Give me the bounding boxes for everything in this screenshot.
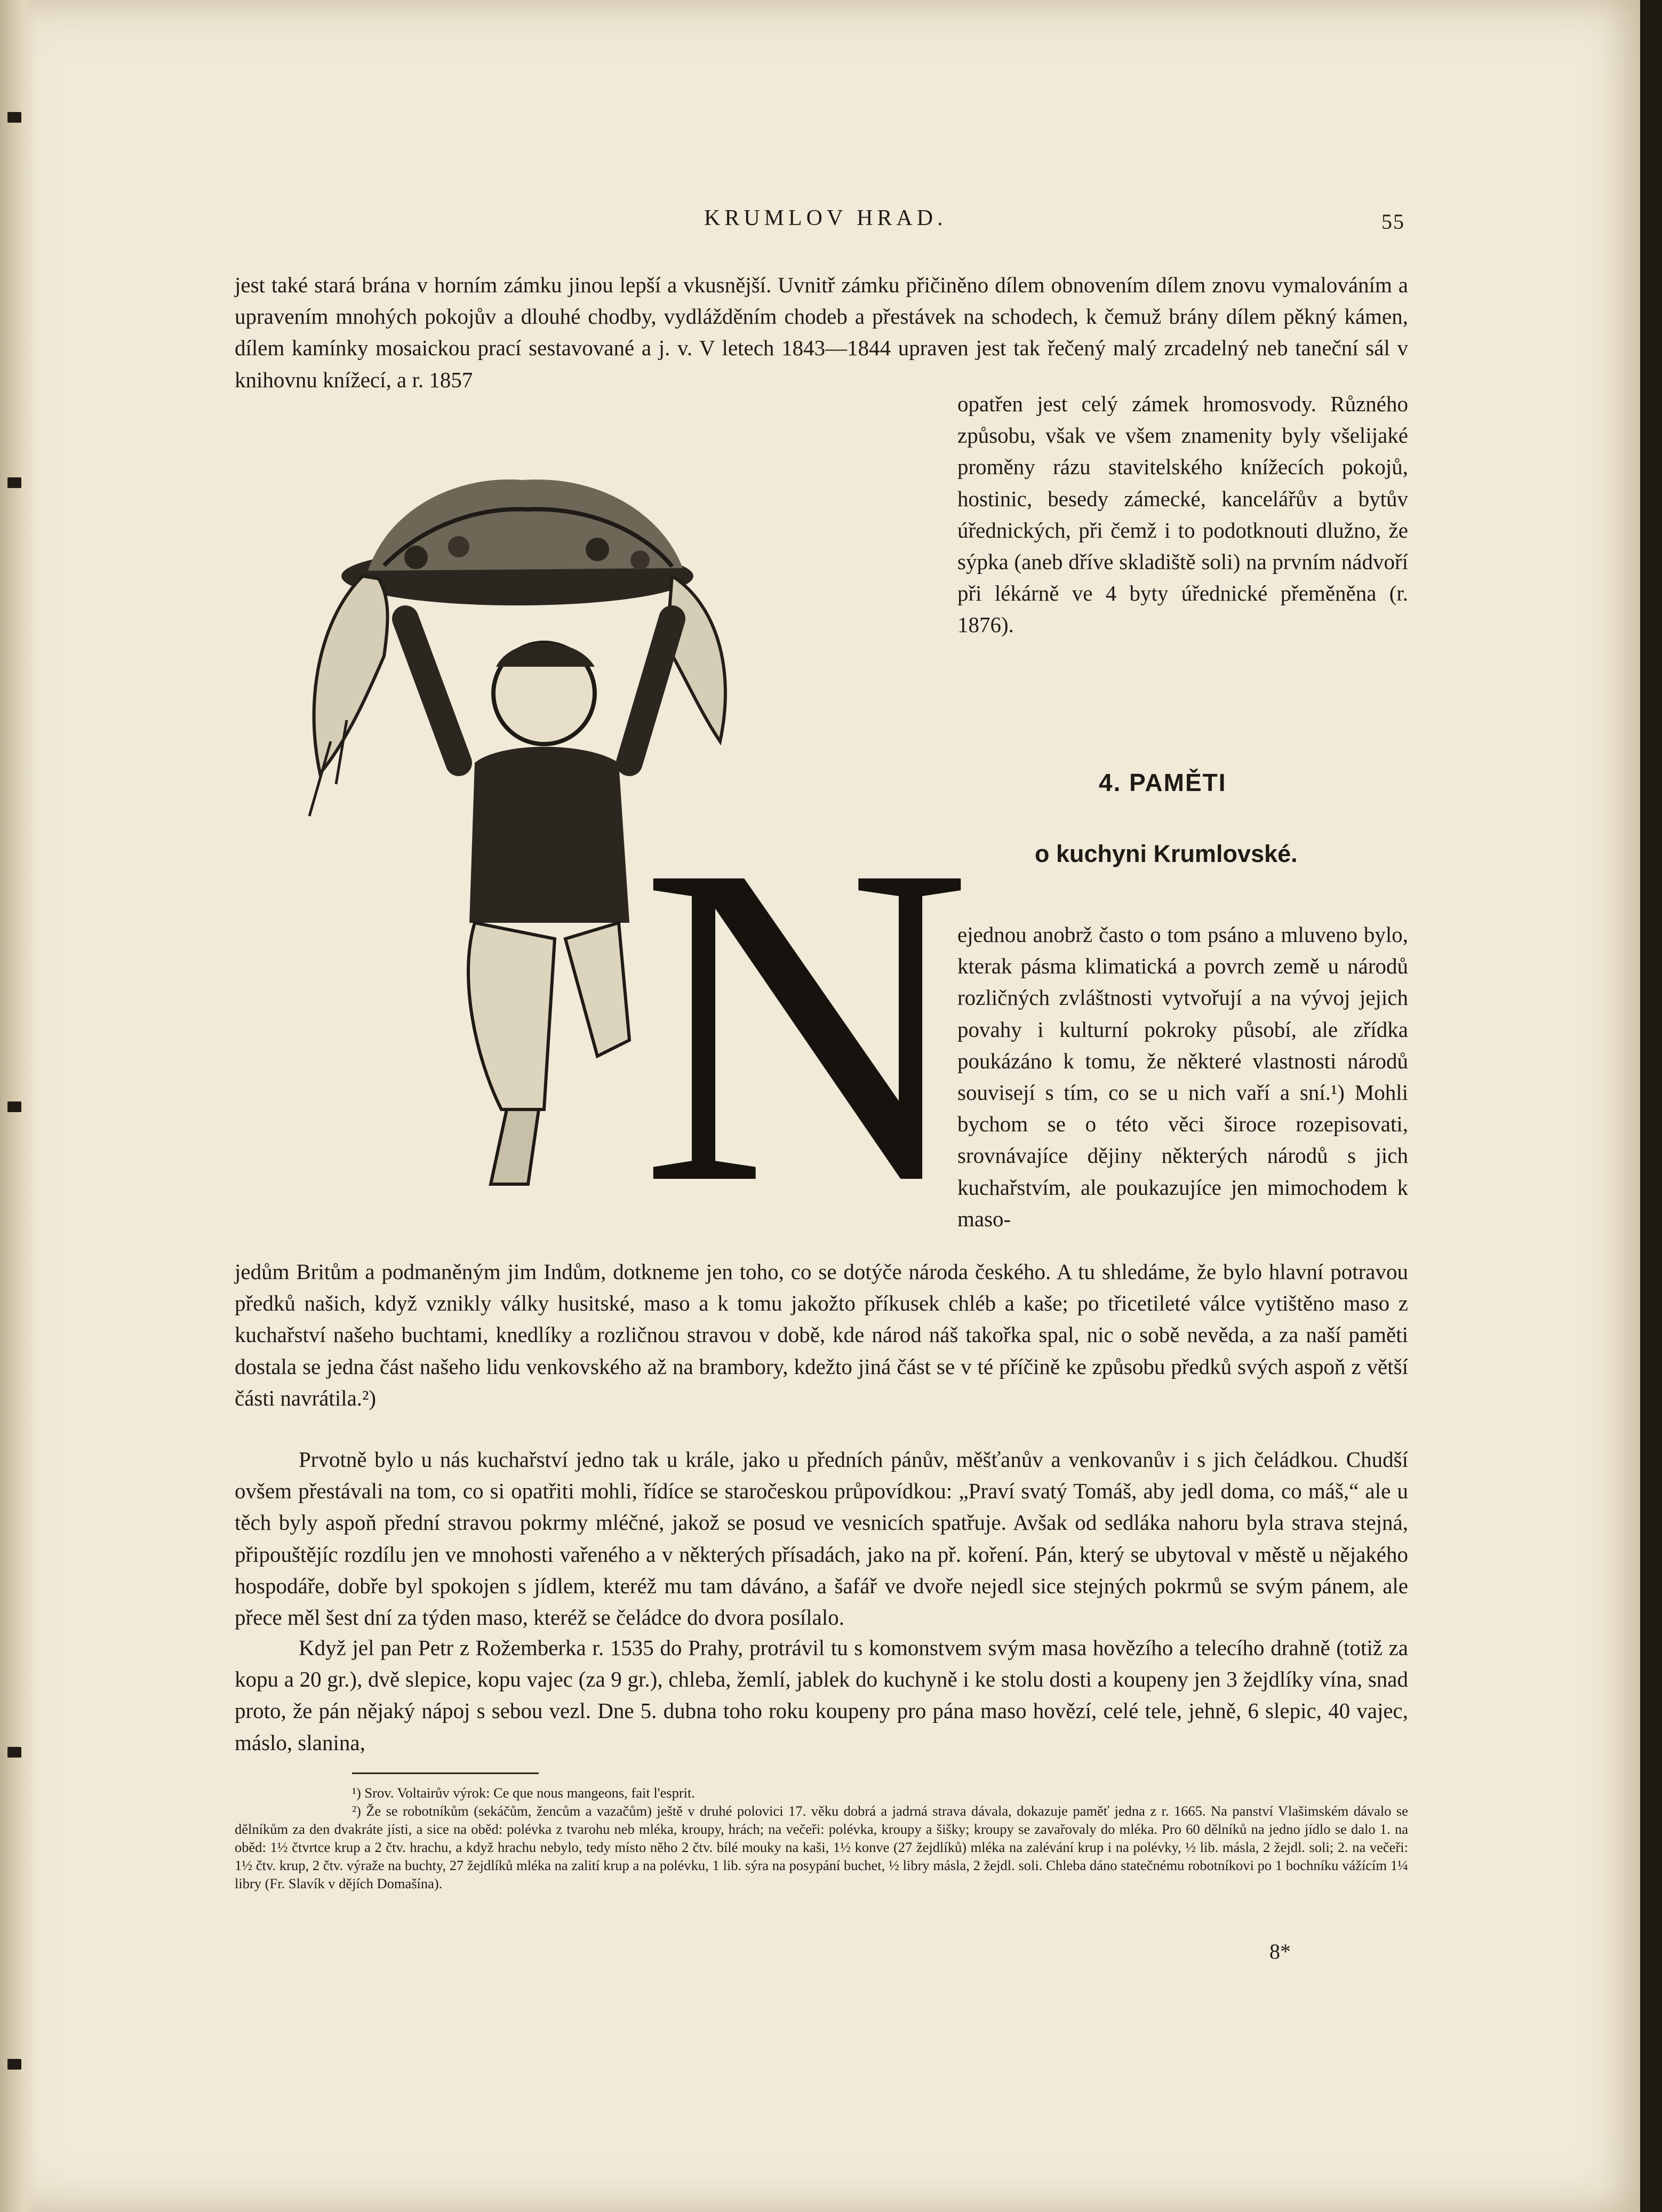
column-text: opatřen jest celý zámek hromosvody. Různého způsobu, však ve všem znamenity byly všelijaké proměny rázu stavitelského knížecích pokojů, hostinic, besedy zámecké, kancelářův a bytův úřednických, při čemž i to podotknouti dlužno, že sýpka (aneb dříve skladiště soli) na prvním nádvoří při lékárně ve 4 byty úřednické přeměněna (r. 1876). bbox=[957, 392, 1408, 637]
drop-cap-illustration bbox=[299, 443, 972, 1279]
signature-mark: 8* bbox=[1269, 1939, 1291, 1963]
body-paragraph: Když jel pan Petr z Rožemberka r. 1535 do Prahy, protrávil tu s komonstvem svým masa hovězího a telecího drahně (totiž za kopu a 20 gr.), dvě slepice, kopu vajec (za 9 gr.), chleba, žemlí, jablek do kuchyně i ke stolu dosti a koupeny jen 3 žejdlíky vína, snad proto, že pán nějaký nápoj s sebou vezl. Dne 5. dubna toho roku koupeny pro pána maso hovězí, celé tele, jehně, 6 slepic, 40 vajec, máslo, slanina, bbox=[235, 1635, 1408, 1755]
running-head: KRUMLOV HRAD. bbox=[704, 206, 947, 230]
footnote-divider bbox=[352, 1772, 539, 1774]
edge-mark bbox=[7, 477, 21, 488]
body-paragraph: Prvotně bylo u nás kuchařství jedno tak u krále, jako u předních pánův, měšťanův a venkovanův i s jich čeládkou. Chudší ovšem přestávali na tom, co si opatřiti mohli, řídíce se staročeskou průpovídkou: „Praví svatý Tomáš, aby jedl doma, co máš,“ ale u těch byly aspoň přední stravou pokrmy mléčné, jakož se posud ve vesnicích spatřuje. Avšak od sedláka nahoru byla strava stejná, připouštějíc rozdílu jen ve mnohosti vařeného a v některých přísadách, jako na př. koření. Pán, který se ubytoval v městě u nějakého hospodáře, dobře byl spokojen s jídlem, kteréž mu tam dáváno, a šafář ve dvoře nejedl sice stejných pokrmů se svým pánem, ale přece měl šest dní za týden maso, kteréž se čeládce do dvora posílalo. bbox=[235, 1447, 1408, 1630]
food-platter-illustration bbox=[341, 480, 693, 605]
edge-mark bbox=[7, 1101, 21, 1112]
drop-cap-paragraph: ejednou anobrž často o tom psáno a mluveno bylo, kterak pásma klimatická a povrch země u národů rozličných zvláštnosti vytvořují a na vývoj jejich povahy i kulturní pokroky působí, ale zřídka poukázáno k tomu, že některé vlastnosti národů souvisejí s tím, co se u nich vaří a sní.¹) Mohli bychom se o této věci široce rozepisovati, srovnávajíce dějiny některých národů s jich kuchařstvím, ale poukazujíce jen mimochodem k maso- bbox=[957, 922, 1408, 1231]
section-subtitle: o kuchyni Krumlovské. bbox=[1035, 840, 1298, 867]
edge-mark bbox=[7, 2059, 21, 2070]
footnote: ¹) Srov. Voltairův výrok: Ce que nous mangeons, fait l'esprit. bbox=[352, 1785, 696, 1801]
drop-cap-letter: N bbox=[640, 771, 972, 1279]
footnote: ²) Že se robotníkům (sekáčům, žencům a vazačům) ještě v druhé polovici 17. věku dobrá a jadrná strava dávala, dokazuje paměť jedna z r. 1665. Na panství Vlašimském dávalo se dělníkům za den dvakráte jísti, a sice na oběd: polévka z tvarohu neb mléka, kroupy, hrách; na večeři: polévka, kroupy a šišky; kroupy se zavařovaly do mléka. Pro 60 dělníků na jedno jídlo se dalo 1. na oběd: 1½ čtvrtce krup a 2 čtv. hrachu, a když hrachu nebylo, tedy místo něho 2 čtv. bílé mouky na kaši, 1½ konve (27 žejdlíků) mléka na zalévání krup i na polévky, ½ lib. másla, 2 žejdl. soli; 2. na večeři: 1½ čtv. krup, 2 čtv. výraže na buchty, 27 žejdlíků mléka na zalití krup a na polévku, 1 lib. sýra na posypání buchet, ½ libry másla, 2 žejdl. soli. Chleba dáno statečnému robotníkovi po 1 bochníku vážícím 1¼ libry (Fr. Slavík v dějích Domašína). bbox=[235, 1803, 1408, 1891]
body-paragraph: jedům Britům a podmaněným jim Indům, dotkneme jen toho, co se dotýče národa českého. A tu shledáme, že bylo hlavní potravou předků našich, když vznikly války husitské, maso a k tomu jakožto příkusek chléb a kaše; po třicetileté válce vytištěno maso z kuchařství našeho buchtami, knedlíky a rozličnou stravou v době, kde národ náš takořka spal, nic o sobě nevěda, a za naší paměti dostala se jedna část našeho lidu venkovského až na brambory, kdežto jiná část se v té příčině ke způsobu předků svých aspoň z větší části navrátila.²) bbox=[235, 1259, 1408, 1410]
edge-mark bbox=[7, 112, 21, 123]
figure-illustration bbox=[405, 619, 672, 1184]
page-number: 55 bbox=[1381, 210, 1405, 234]
intro-paragraph: jest také stará brána v horním zámku jinou lepší a vkusnější. Uvnitř zámku přičiněno dílem obnovením dílem znovu vymalováním a upravením mnohých pokojův a dlouhé chodby, vydlážděním chodeb a přestávek na schodech, k čemuž brány dílem pěkný kámen, dílem kamínky mosaickou prací sestavované a j. v. V letech 1843—1844 upraven jest tak řečený malý zrcadelný neb taneční sál v knihovnu knížecí, a r. 1857 bbox=[235, 273, 1408, 392]
edge-mark bbox=[7, 1747, 21, 1758]
section-heading: 4. PAMĚTI bbox=[1099, 769, 1227, 796]
